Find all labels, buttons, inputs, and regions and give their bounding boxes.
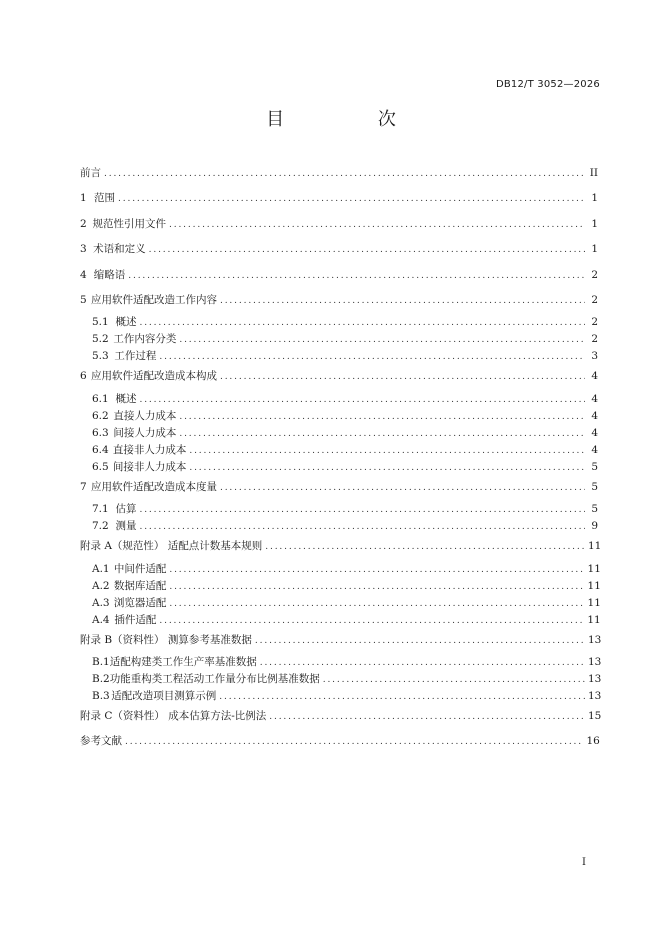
toc-entry-page: 2 bbox=[591, 293, 598, 306]
toc-entry-number: 6.2 bbox=[92, 409, 109, 422]
toc-entry-label: 适配改造项目测算示例 bbox=[111, 689, 217, 702]
toc-entry-number: 5.3 bbox=[92, 350, 109, 363]
toc-entry-page: 11 bbox=[587, 613, 601, 626]
toc-entry-page: 11 bbox=[587, 579, 601, 592]
toc-entry-page: 9 bbox=[591, 520, 598, 533]
toc-entry-label: 术语和定义 bbox=[93, 243, 146, 256]
toc-entry-page: 5 bbox=[591, 460, 598, 473]
toc-entry-number: 5 bbox=[80, 293, 87, 306]
toc-dot-leader bbox=[104, 170, 585, 179]
toc-entry-page: 15 bbox=[588, 709, 602, 722]
toc-entry-number: B.2 bbox=[92, 672, 110, 685]
toc-entry-label: 功能重构类工程活动工作量分布比例基准数据 bbox=[109, 672, 320, 685]
toc-entry-label: 缩略语 bbox=[93, 268, 126, 281]
toc-dot-leader bbox=[179, 413, 585, 422]
toc-entry-number: B.1 bbox=[92, 655, 110, 668]
toc-entry-label: 附录 C（资料性） 成本估算方法-比例法 bbox=[80, 709, 267, 722]
toc-entry-page: 2 bbox=[591, 316, 598, 329]
toc-entry-number: A.1 bbox=[92, 562, 110, 575]
toc-entry-number: 6.4 bbox=[92, 443, 109, 456]
toc-dot-leader bbox=[139, 319, 585, 328]
toc-entry-label: 概述 bbox=[115, 316, 137, 329]
toc-dot-leader bbox=[169, 221, 585, 230]
toc-dot-leader bbox=[159, 617, 584, 626]
toc-dot-leader bbox=[323, 676, 585, 685]
toc-entry-number: 6 bbox=[80, 370, 87, 383]
toc-entry[interactable] bbox=[80, 655, 602, 674]
toc-entry-page: 2 bbox=[591, 268, 598, 281]
toc-entry-label: 应用软件适配改造成本度量 bbox=[90, 480, 217, 493]
toc-dot-leader bbox=[255, 637, 585, 646]
toc-entry[interactable] bbox=[80, 445, 598, 462]
toc-entry-label: 工作过程 bbox=[114, 350, 157, 363]
page-title: 目 次 bbox=[266, 109, 440, 130]
toc-entry[interactable] bbox=[80, 292, 598, 317]
toc-entry-label: 估算 bbox=[115, 503, 137, 516]
toc-entry-number: 2 bbox=[80, 217, 87, 230]
toc-entry-page: 4 bbox=[591, 426, 598, 439]
toc-entry[interactable] bbox=[80, 479, 598, 504]
toc-dot-leader bbox=[260, 659, 585, 668]
table-of-contents bbox=[80, 165, 602, 759]
toc-entry[interactable] bbox=[80, 394, 598, 411]
toc-entry-number: 7.1 bbox=[92, 503, 109, 516]
toc-dot-leader bbox=[220, 297, 585, 306]
toc-entry[interactable] bbox=[80, 317, 598, 334]
toc-dot-leader bbox=[269, 713, 585, 722]
toc-entry[interactable] bbox=[80, 334, 598, 351]
toc-entry-label: 附录 B（资料性） 测算参考基准数据 bbox=[80, 633, 252, 646]
toc-entry-label: 间接非人力成本 bbox=[112, 460, 187, 473]
toc-entry[interactable] bbox=[80, 216, 598, 241]
toc-entry-page: 13 bbox=[588, 655, 602, 668]
toc-entry[interactable] bbox=[80, 462, 598, 479]
toc-dot-leader bbox=[159, 353, 585, 362]
toc-entry[interactable] bbox=[80, 596, 601, 615]
toc-dot-leader bbox=[149, 246, 585, 255]
toc-dot-leader bbox=[179, 430, 585, 439]
toc-entry-page: 4 bbox=[591, 370, 598, 383]
toc-entry-label: 范围 bbox=[94, 192, 116, 205]
toc-dot-leader bbox=[139, 506, 585, 515]
toc-entry-label: 插件适配 bbox=[114, 613, 157, 626]
toc-entry-page: 5 bbox=[591, 480, 598, 493]
footer-page-number: I bbox=[582, 857, 586, 868]
toc-entry-number: 5.2 bbox=[92, 333, 109, 346]
toc-entry-label: 附录 A（规范性） 适配点计数基本规则 bbox=[80, 540, 263, 553]
toc-entry-page: 4 bbox=[591, 409, 598, 422]
toc-dot-leader bbox=[128, 272, 585, 281]
toc-dot-leader bbox=[139, 523, 585, 532]
toc-entry[interactable] bbox=[80, 411, 598, 428]
toc-entry-number: A.3 bbox=[92, 596, 110, 609]
toc-dot-leader bbox=[169, 583, 584, 592]
toc-entry[interactable] bbox=[80, 708, 602, 733]
toc-entry-number: 6.3 bbox=[92, 426, 109, 439]
toc-dot-leader bbox=[220, 484, 585, 493]
toc-dot-leader bbox=[139, 396, 585, 405]
toc-entry-number: A.4 bbox=[92, 613, 110, 626]
toc-entry-label: 直接人力成本 bbox=[113, 409, 177, 422]
toc-entry[interactable] bbox=[80, 267, 598, 292]
toc-entry-label: 适配构建类工作生产率基准数据 bbox=[109, 655, 257, 668]
toc-dot-leader bbox=[179, 336, 585, 345]
toc-entry-label: 参考文献 bbox=[80, 735, 122, 748]
toc-dot-leader bbox=[189, 447, 585, 456]
standard-code: DB12/T 3052—2026 bbox=[495, 79, 600, 90]
toc-entry-number: 1 bbox=[80, 192, 87, 205]
toc-entry[interactable] bbox=[80, 190, 598, 215]
toc-entry-number: 6.1 bbox=[92, 392, 109, 405]
toc-entry-page: 1 bbox=[591, 192, 598, 205]
toc-entry-number: 3 bbox=[80, 243, 87, 256]
toc-entry[interactable] bbox=[80, 733, 598, 758]
toc-entry-label: 浏览器适配 bbox=[113, 596, 167, 609]
toc-entry[interactable] bbox=[80, 689, 602, 708]
toc-entry-page: 1 bbox=[591, 243, 598, 256]
toc-dot-leader bbox=[189, 464, 585, 473]
toc-entry-number: 7 bbox=[80, 480, 87, 493]
toc-entry-number: B.3 bbox=[92, 689, 110, 702]
toc-entry-label: 规范性引用文件 bbox=[92, 217, 167, 230]
toc-entry-page: 13 bbox=[588, 672, 602, 685]
toc-entry-number: 4 bbox=[80, 268, 87, 281]
toc-entry-label: 工作内容分类 bbox=[113, 333, 177, 346]
toc-entry[interactable] bbox=[80, 351, 598, 368]
toc-entry-page: 4 bbox=[591, 443, 598, 456]
toc-entry-page: 3 bbox=[591, 350, 598, 363]
toc-entry[interactable] bbox=[80, 613, 601, 632]
toc-entry-label: 数据库适配 bbox=[113, 579, 167, 592]
toc-entry[interactable] bbox=[80, 672, 602, 691]
toc-dot-leader bbox=[169, 600, 584, 609]
toc-entry-page: 16 bbox=[586, 735, 600, 748]
toc-entry-page: 1 bbox=[591, 217, 598, 230]
toc-entry-label: 应用软件适配改造工作内容 bbox=[90, 293, 217, 306]
toc-entry-number: A.2 bbox=[92, 579, 110, 592]
toc-entry-label: 测量 bbox=[115, 520, 137, 533]
toc-entry-number: 6.5 bbox=[92, 460, 109, 473]
toc-dot-leader bbox=[125, 738, 583, 747]
toc-entry[interactable] bbox=[80, 165, 598, 190]
toc-entry-page: 4 bbox=[591, 392, 598, 405]
toc-dot-leader bbox=[265, 543, 585, 552]
toc-entry-page: 5 bbox=[591, 503, 598, 516]
toc-entry-page: 13 bbox=[588, 689, 602, 702]
toc-entry-page: 11 bbox=[587, 562, 601, 575]
toc-entry-page: 11 bbox=[588, 540, 602, 553]
toc-entry[interactable] bbox=[80, 368, 598, 393]
toc-dot-leader bbox=[169, 566, 584, 575]
toc-entry[interactable] bbox=[80, 504, 598, 521]
toc-entry-label: 前言 bbox=[80, 167, 101, 179]
toc-entry[interactable] bbox=[80, 241, 598, 266]
toc-entry-label: 中间件适配 bbox=[113, 562, 167, 575]
toc-dot-leader bbox=[219, 693, 585, 702]
toc-entry[interactable] bbox=[80, 562, 601, 581]
toc-entry[interactable] bbox=[80, 428, 598, 445]
toc-entry-page: 2 bbox=[591, 333, 598, 346]
toc-entry[interactable] bbox=[80, 579, 601, 598]
toc-entry-page: II bbox=[589, 167, 598, 179]
toc-entry-page: 13 bbox=[588, 633, 602, 646]
toc-entry[interactable] bbox=[80, 521, 598, 538]
toc-entry-label: 概述 bbox=[115, 392, 137, 405]
toc-entry-label: 应用软件适配改造成本构成 bbox=[90, 370, 217, 383]
toc-dot-leader bbox=[220, 373, 585, 382]
toc-entry-label: 直接非人力成本 bbox=[112, 443, 187, 456]
toc-dot-leader bbox=[118, 195, 585, 204]
toc-entry[interactable] bbox=[80, 538, 602, 563]
toc-entry-number: 7.2 bbox=[92, 520, 109, 533]
toc-entry[interactable] bbox=[80, 632, 602, 657]
toc-entry-number: 5.1 bbox=[92, 316, 109, 329]
toc-entry-page: 11 bbox=[587, 596, 601, 609]
toc-entry-label: 间接人力成本 bbox=[113, 426, 177, 439]
